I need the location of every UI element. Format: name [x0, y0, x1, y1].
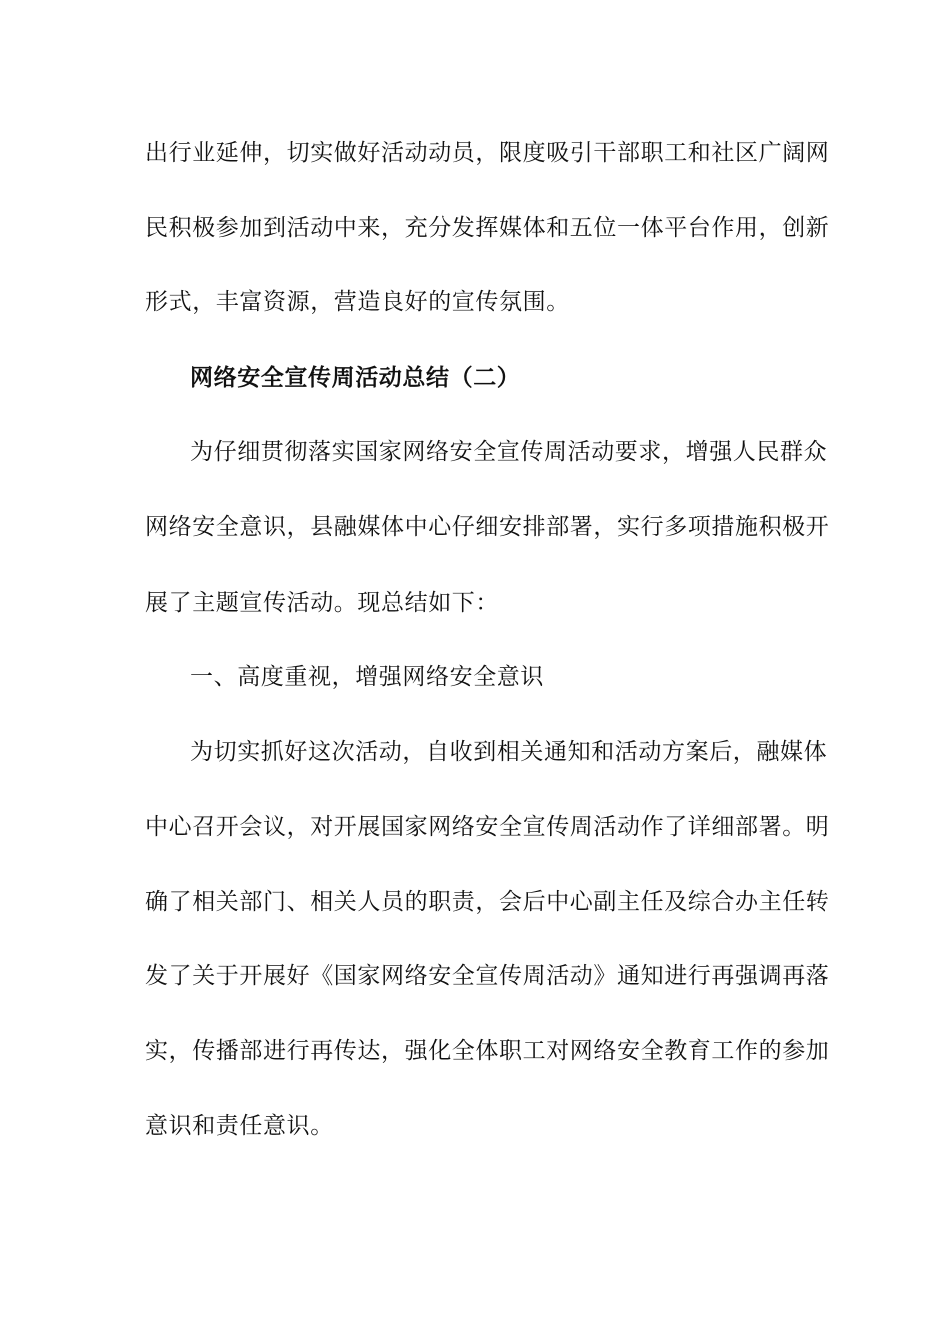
paragraph-line: 为仔细贯彻落实国家网络安全宣传周活动要求，增强人民群众 — [190, 439, 828, 465]
paragraph-line: 意识和责任意识。 — [145, 1113, 334, 1139]
paragraph-line: 展了主题宣传活动。现总结如下： — [145, 590, 499, 616]
section-heading: 网络安全宣传周活动总结（二） — [190, 364, 521, 391]
paragraph-line: 中心召开会议，对开展国家网络安全宣传周活动作了详细部署。明 — [145, 814, 830, 840]
paragraph-line: 确了相关部门、相关人员的职责，会后中心副主任及综合办主任转 — [145, 889, 830, 915]
paragraph-line: 实，传播部进行再传达，强化全体职工对网络安全教育工作的参加 — [145, 1038, 830, 1064]
paragraph-line: 民积极参加到活动中来，充分发挥媒体和五位一体平台作用，创新 — [145, 215, 830, 241]
paragraph-line: 出行业延伸，切实做好活动动员，限度吸引干部职工和社区广阔网 — [145, 140, 830, 166]
subsection-heading: 一、高度重视，增强网络安全意识 — [190, 664, 544, 690]
paragraph-line: 形式，丰富资源，营造良好的宣传氛围。 — [145, 289, 570, 315]
paragraph-line: 为切实抓好这次活动，自收到相关通知和活动方案后，融媒体 — [190, 739, 828, 765]
paragraph-line: 网络安全意识，县融媒体中心仔细安排部署，实行多项措施积极开 — [145, 514, 830, 540]
paragraph-line: 发了关于开展好《国家网络安全宣传周活动》通知进行再强调再落 — [145, 963, 830, 989]
